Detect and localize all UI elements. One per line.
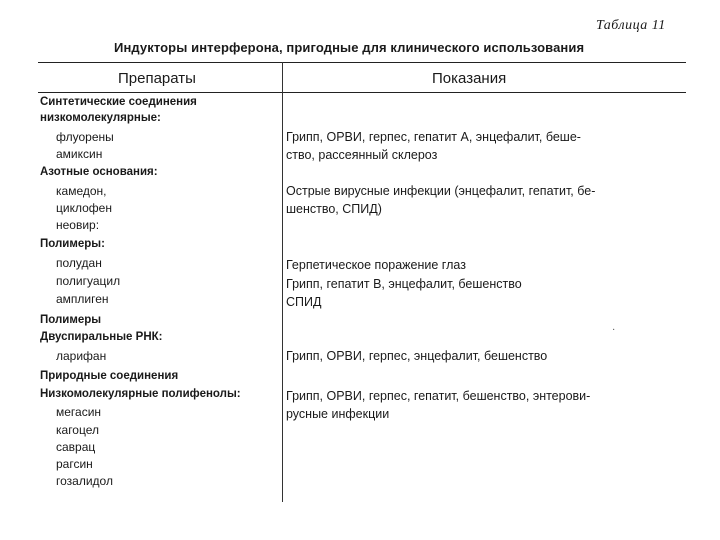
- group-label: Синтетические соединения: [40, 96, 197, 108]
- group-label: Полимеры: [40, 314, 102, 326]
- indication-line: СПИД: [286, 295, 322, 309]
- top-rule: [38, 62, 686, 63]
- indication-line: Острые вирусные инфекции (энцефалит, гепатит, бе-: [286, 184, 596, 198]
- header-drugs: Препараты: [118, 70, 196, 87]
- header-indications: Показания: [432, 70, 507, 87]
- drug-item: полудан: [56, 256, 102, 270]
- indication-line: Герпетическое поражение глаз: [286, 258, 466, 272]
- drug-item: кагоцел: [56, 423, 99, 437]
- drug-item: гозалидол: [56, 474, 113, 488]
- drug-item: циклофен: [56, 201, 112, 215]
- header-rule: [38, 92, 686, 93]
- indication-line: шенство, СПИД): [286, 202, 382, 216]
- indication-line: Грипп, ОРВИ, герпес, энцефалит, бешенство: [286, 349, 548, 363]
- drug-item: камедон,: [56, 184, 107, 198]
- indication-line: Грипп, гепатит В, энцефалит, бешенство: [286, 277, 522, 291]
- drug-item: флуорены: [56, 130, 114, 144]
- group-label: Низкомолекулярные полифенолы:: [40, 388, 241, 400]
- drug-item: полигуацил: [56, 274, 121, 288]
- drug-item: амплиген: [56, 292, 109, 306]
- group-label: Азотные основания:: [40, 166, 158, 178]
- indication-line: Грипп, ОРВИ, герпес, гепатит, бешенство, энтерови-: [286, 389, 591, 403]
- scan-speck: ·: [612, 325, 616, 336]
- drug-item: рагсин: [56, 457, 93, 471]
- drug-item: саврац: [56, 440, 96, 454]
- drug-item: ларифан: [56, 349, 107, 363]
- group-label: Двуспиральные РНК:: [40, 331, 163, 343]
- column-divider: [282, 62, 283, 502]
- table-title: Индукторы интерферона, пригодные для клинического использования: [114, 40, 585, 55]
- group-label: Полимеры:: [40, 238, 105, 250]
- indication-line: русные инфекции: [286, 407, 390, 421]
- indication-line: ство, рассеянный склероз: [286, 148, 438, 162]
- drug-item: неовир:: [56, 218, 100, 232]
- group-label: Природные соединения: [40, 370, 179, 382]
- table-number: Таблица 11: [596, 18, 666, 33]
- drug-item: мегасин: [56, 405, 102, 419]
- group-label: низкомолекулярные:: [40, 112, 161, 124]
- indication-line: Грипп, ОРВИ, герпес, гепатит А, энцефалит, беше-: [286, 130, 581, 144]
- drug-item: амиксин: [56, 147, 103, 161]
